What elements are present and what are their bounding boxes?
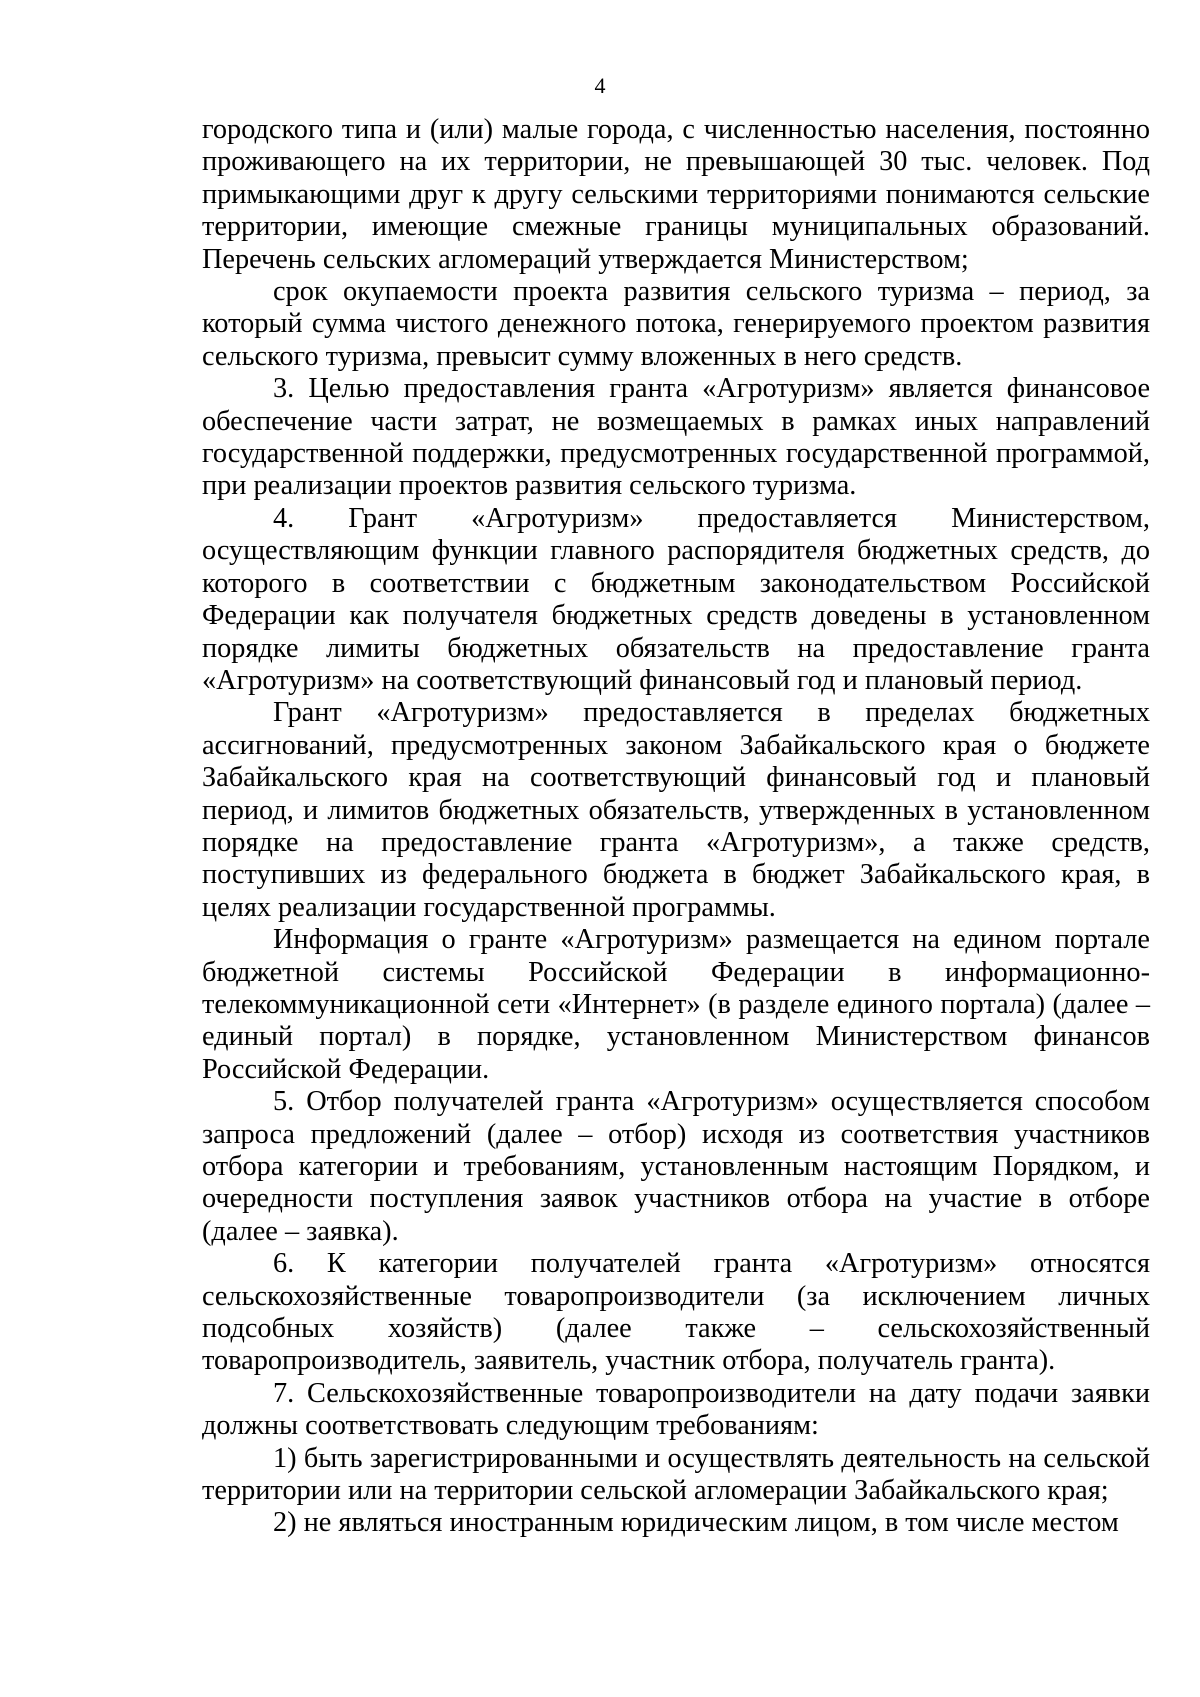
requirement-item-2: 2) не являться иностранным юридическим лицом, в том числе местом: [273, 1507, 1119, 1539]
paragraph-payback-period: срок окупаемости проекта развития сельского туризма – период, за который сумма чистого денежного потока, генерируемого проектом развития сельского туризма, превысит сумму вложенных в него средств.: [202, 276, 1150, 372]
requirement-item-1: 1) быть зарегистрированными и осуществлять деятельность на сельской территории или на территории сельской агломерации Забайкальского края;: [202, 1442, 1150, 1507]
paragraph-4-grant-provider: 4. Грант «Агротуризм» предоставляется Министерством, осуществляющим функции главного распорядителя бюджетных средств, до которого в соответствии с бюджетным законодательством Российской Федерации как получателя бюджетных средств доведены в установленном порядке лимиты бюджетных обязательств на предоставление гранта «Агротуризм» на соответствующий финансовый год и плановый период.: [202, 502, 1150, 696]
paragraph-7-requirements: 7. Сельскохозяйственные товаропроизводители на дату подачи заявки должны соответствовать следующим требованиям:: [202, 1377, 1150, 1442]
document-body: [202, 114, 1150, 1540]
paragraph-5-selection: 5. Отбор получателей гранта «Агротуризм» осуществляется способом запроса предложений (далее – отбор) исходя из соответствия участников отбора категории и требованиям, установленным настоящим Порядком, и очередности поступления заявок участников отбора на участие в отборе (далее – заявка).: [202, 1086, 1150, 1247]
paragraph-3-grant-purpose: 3. Целью предоставления гранта «Агротуризм» является финансовое обеспечение части затрат, не возмещаемых в рамках иных направлений государственной поддержки, предусмотренных государственной программой, при реализации проектов развития сельского туризма.: [202, 373, 1150, 502]
paragraph-portal-info: Информация о гранте «Агротуризм» размещается на едином портале бюджетной системы Российской Федерации в информационно-телекоммуникационной сети «Интернет» (в разделе единого портала) (далее – единый портал) в порядке, установленном Министерством финансов Российской Федерации.: [202, 924, 1150, 1085]
paragraph-continuation: городского типа и (или) малые города, с численностью населения, постоянно проживающего на их территории, не превышающей 30 тыс. человек. Под примыкающими друг к другу сельскими территориями понимаются сельские территории, имеющие смежные границы муниципальных образований. Перечень сельских агломераций утверждается Министерством;: [202, 114, 1150, 275]
page-number: 4: [594, 73, 606, 98]
paragraph-6-recipients: 6. К категории получателей гранта «Агротуризм» относятся сельскохозяйственные товаропроизводители (за исключением личных подсобных хозяйств) (далее также – сельскохозяйственный товаропроизводитель, заявитель, участник отбора, получатель гранта).: [202, 1248, 1150, 1377]
paragraph-budget-limits: Грант «Агротуризм» предоставляется в пределах бюджетных ассигнований, предусмотренных законом Забайкальского края о бюджете Забайкальского края на соответствующий финансовый год и плановый период, и лимитов бюджетных обязательств, утвержденных в установленном порядке на предоставление гранта «Агротуризм», а также средств, поступивших из федерального бюджета в бюджет Забайкальского края, в целях реализации государственной программы.: [202, 697, 1150, 923]
